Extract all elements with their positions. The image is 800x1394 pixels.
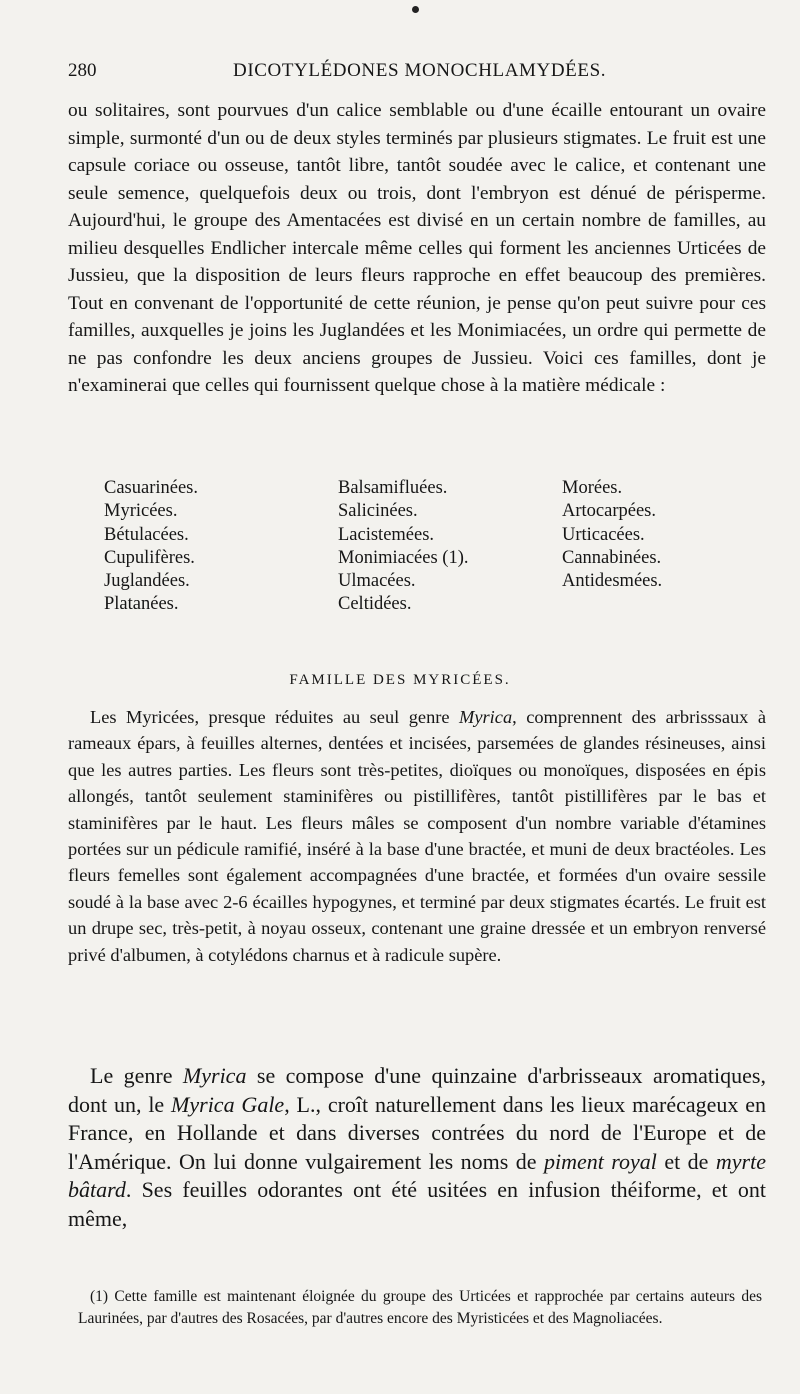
section-heading: FAMILLE DES MYRICÉES. <box>289 672 511 688</box>
family-item: Bétulacées. <box>104 524 189 545</box>
common-name: myrte bâtard <box>68 1148 766 1203</box>
family-item: Monimiacées (1). <box>338 547 469 568</box>
family-item: Casuarinées. <box>104 478 199 498</box>
family-item: Myricées. <box>104 501 178 522</box>
family-item: Juglandées. <box>104 571 190 592</box>
running-head <box>68 60 738 88</box>
family-item: Ulmacées. <box>338 571 416 592</box>
family-column-2 <box>338 477 469 617</box>
genus-name: Myrica <box>459 707 513 727</box>
text-run: , comprennent des arbrisssaux à rameaux épars, à feuilles alternes, dentées et incisées, parsemées de glandes résineuses, ainsi que les autres parties. Les fleurs sont très-petites, dioïques ou monoïques, disposées en épis allongés, tantôt seulement staminifères ou pistillifères, tantôt pistillifères par le bas et staminifères par le haut. Les fleurs mâles se composent d'un nombre variable d'étamines portées sur un pédicule ramifié, inséré à la base d'une bractée, et muni de deux bractéoles. Les fleurs femelles sont également accompagnées d'une bractée, et formées d'un ovaire sessile soudé à la base avec 2-6 écailles hypogynes, et terminé par deux stigmates écartés. Le fruit est un drupe sec, très-petit, à noyau osseux, contenant une graine dressée et un embryon renversé privé d'albumen, à cotylédons charnus et à radicule supère. <box>68 707 766 965</box>
family-item: Morées. <box>562 478 623 498</box>
text-run: et de <box>656 1148 716 1174</box>
family-item: Cannabinées. <box>562 547 662 568</box>
family-item: Celtidées. <box>338 594 412 615</box>
text-run: Les Myricées, presque réduites au seul genre <box>90 707 460 727</box>
intro-paragraph: ou solitaires, sont pourvues d'un calice semblable ou d'une écaille entourant un ovaire simple, surmonté d'un ou de deux styles terminés par plusieurs stigmates. Le fruit est une capsule coriace ou osseuse, tantôt libre, tantôt soudée avec le calice, et contenant une seule semence, quelquefois deux ou trois, dont l'embryon est dénué de périsperme. Aujourd'hui, le groupe des Amentacées est divisé en un certain nombre de familles, au milieu desquelles Endlicher intercale même celles qui forment les anciennes Urticées de Jussieu, que la disposition de leurs fleurs rapproche en effet beaucoup des premières. Tout en convenant de l'opportunité de cette réunion, je pense qu'on peut suivre pour ces familles, auxquelles je joins les Juglandées et les Monimiacées, un ordre qui permette de ne pas confondre les deux anciens groupes de Jussieu. Voici ces familles, dont je n'examinerai que celles qui fournissent quelque chose à la matière médicale : <box>68 100 766 396</box>
common-name: piment royal <box>543 1148 657 1174</box>
genus-name: Myrica <box>182 1063 247 1088</box>
family-item: Cupulifères. <box>104 547 195 568</box>
running-title: DICOTYLÉDONES MONOCHLAMYDÉES. <box>233 60 607 81</box>
ink-dot <box>412 6 419 13</box>
genre-paragraph <box>68 1062 766 1234</box>
myricees-paragraph <box>68 704 766 968</box>
family-item: Urticacées. <box>562 524 645 545</box>
family-item: Antidesmées. <box>562 571 663 592</box>
family-item: Platanées. <box>104 594 179 615</box>
family-column-1 <box>104 477 198 617</box>
footnote: (1) Cette famille est maintenant éloignée du groupe des Urticées et rapprochée par certains auteurs des Laurinées, par d'autres des Rosacées, par d'autres encore des Myristicées et des Magnoliacées. <box>78 1288 762 1327</box>
family-item: Salicinées. <box>338 501 418 522</box>
text-run: se compose d'une quinzaine d'arbrisseaux aromatiques, dont un, le <box>68 1063 766 1117</box>
family-item: Balsamifluées. <box>338 478 448 498</box>
page-number: 280 <box>68 60 97 81</box>
text-run: . Ses feuilles odorantes ont été usitées en infusion théiforme, et ont même, <box>68 1177 766 1231</box>
family-item: Lacistemées. <box>338 524 435 545</box>
family-column-3 <box>562 477 662 593</box>
text-run: Le genre <box>90 1063 183 1088</box>
family-item: Artocarpées. <box>562 501 656 522</box>
species-name: Myrica Gale <box>171 1091 285 1117</box>
text-run: , L., croît naturellement dans les lieux marécageux en France, en Hollande et dans diverses contrées du nord de l'Europe et de l'Amérique. On lui donne vulgairement les noms de <box>68 1091 766 1174</box>
